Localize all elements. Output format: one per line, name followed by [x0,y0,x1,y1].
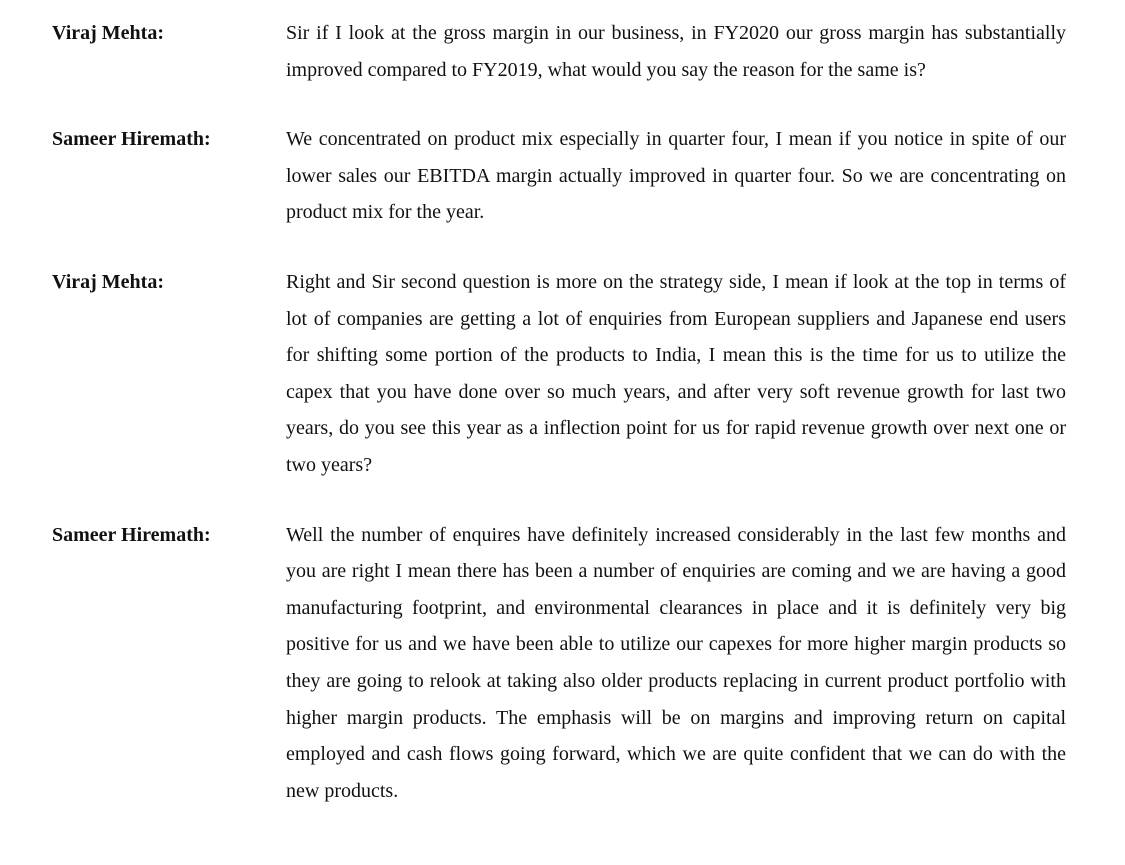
transcript-entry [0,121,1125,231]
speaker-name: Sameer Hiremath: [52,523,211,546]
speaker-name: Viraj Mehta: [52,270,164,293]
transcript-entry [0,517,1125,810]
speaker-name: Viraj Mehta: [52,22,164,44]
transcript-entry [0,264,1125,484]
speaker-statement: Well the number of enquires have definitely increased considerably in the last few months and you are right I mean there has been a number of enquiries are coming and we are having a good manufacturing footprint, and environmental clearances in place and it is definitely very big positive for us and we have been able to utilize our capexes for more higher margin products so they are going to relook at taking also older products replacing in current product portfolio with higher margin products. The emphasis will be on margins and improving return on capital employed and cash flows going forward, which we are quite confident that we can do with the new products. [286,523,1066,802]
speaker-statement: Sir if I look at the gross margin in our business, in FY2020 our gross margin has substantially improved compared to FY2019, what would you say the reason for the same is? [286,22,1066,81]
speaker-statement: We concentrated on product mix especially in quarter four, I mean if you notice in spite of our lower sales our EBITDA margin actually improved in quarter four. So we are concentrating on product mix for the year. [286,128,1066,224]
speaker-name: Sameer Hiremath: [52,128,211,151]
transcript-entry [0,15,1125,88]
speaker-statement: Right and Sir second question is more on the strategy side, I mean if look at the top in terms of lot of companies are getting a lot of enquiries from European suppliers and Japanese end users for shifting some portion of the products to India, I mean this is the time for us to utilize the capex that you have done over so much years, and after very soft revenue growth for last two years, do you see this year as a inflection point for us for rapid revenue growth over next one or two years? [286,270,1066,476]
